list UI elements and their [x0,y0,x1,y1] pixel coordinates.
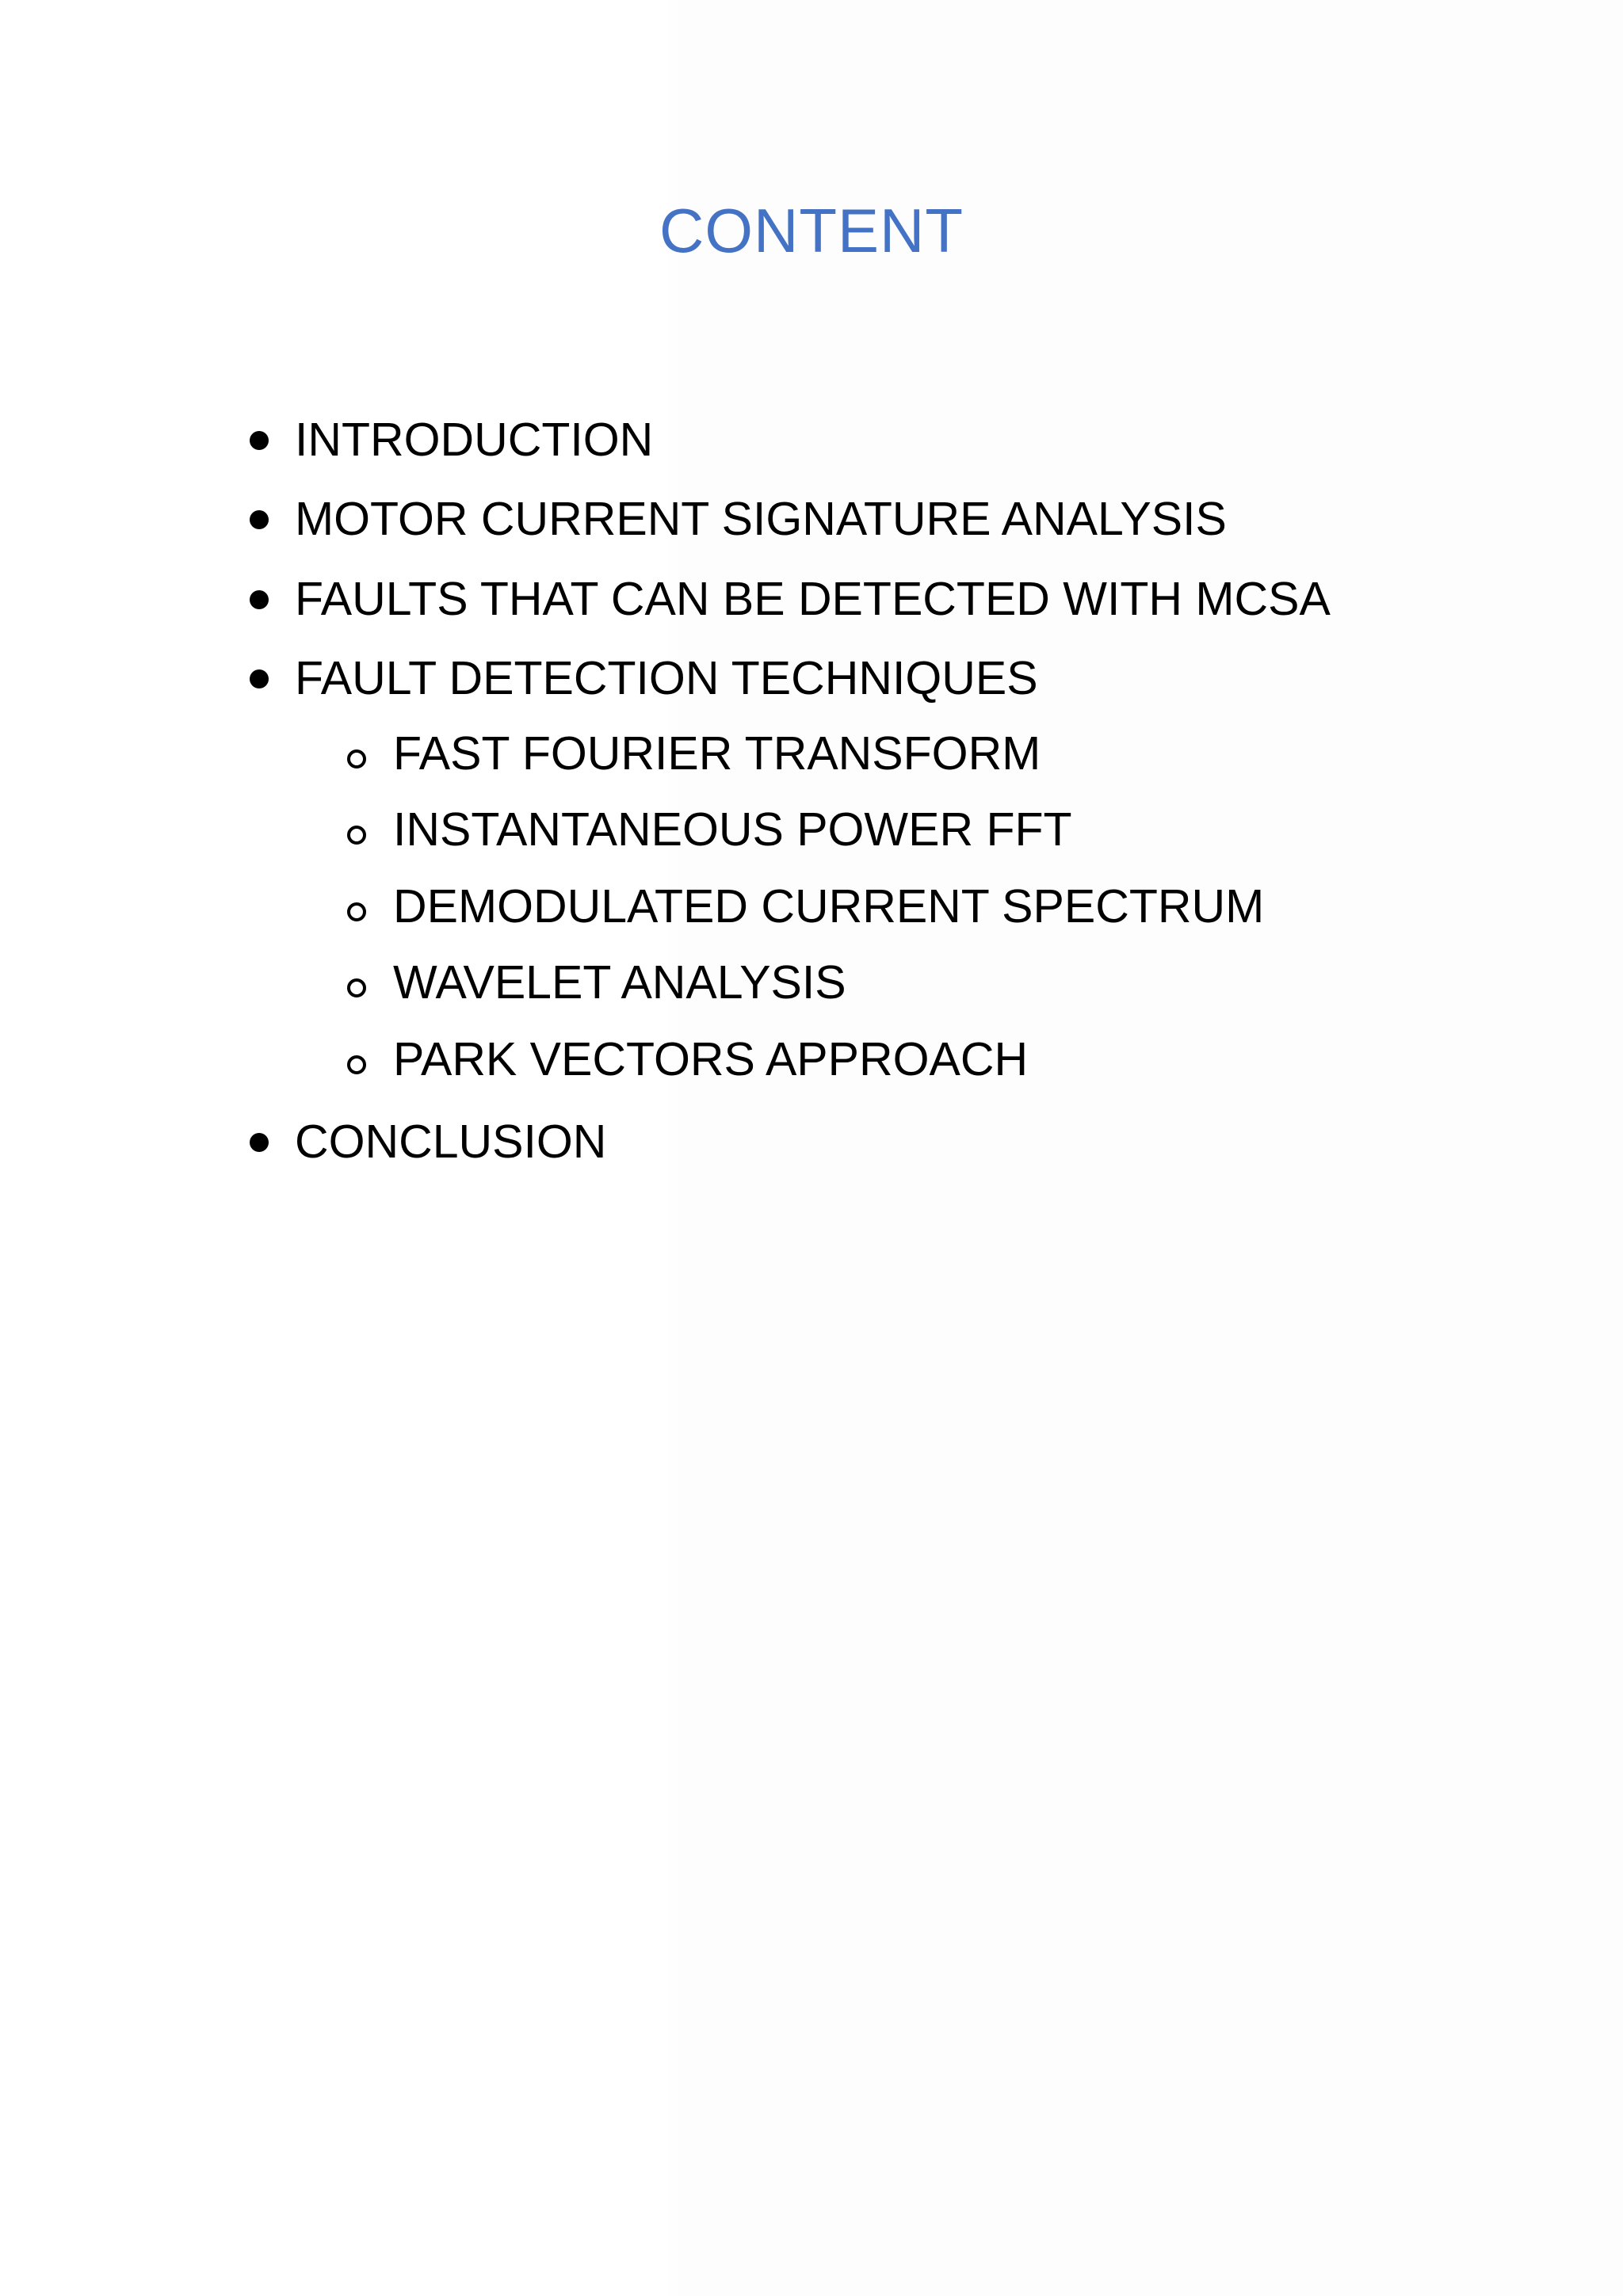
hollow-bullet-icon [347,902,366,921]
hollow-bullet-icon [347,978,366,997]
toc-item-label: INSTANTANEOUS POWER FFT [393,803,1072,856]
toc-item-label: INTRODUCTION [295,414,654,466]
toc-item-label: WAVELET ANALYSIS [393,956,846,1009]
toc-item-label: DEMODULATED CURRENT SPECTRUM [393,880,1265,933]
hollow-bullet-icon [347,749,366,769]
toc-item-label: FAULT DETECTION TECHNIQUES [295,652,1038,704]
filled-bullet-icon [250,1133,269,1152]
page-title: CONTENT [659,196,964,265]
toc-item-label: PARK VECTORS APPROACH [393,1033,1029,1085]
filled-bullet-icon [250,669,269,688]
filled-bullet-icon [250,590,269,609]
hollow-bullet-icon [347,826,366,845]
toc-item-label: FAST FOURIER TRANSFORM [393,727,1041,780]
toc-item-label: MOTOR CURRENT SIGNATURE ANALYSIS [295,493,1227,545]
toc-item-label: CONCLUSION [295,1116,607,1168]
hollow-bullet-icon [347,1055,366,1074]
filled-bullet-icon [250,431,269,450]
filled-bullet-icon [250,510,269,529]
toc-item-label: FAULTS THAT CAN BE DETECTED WITH MCSA [295,573,1331,625]
